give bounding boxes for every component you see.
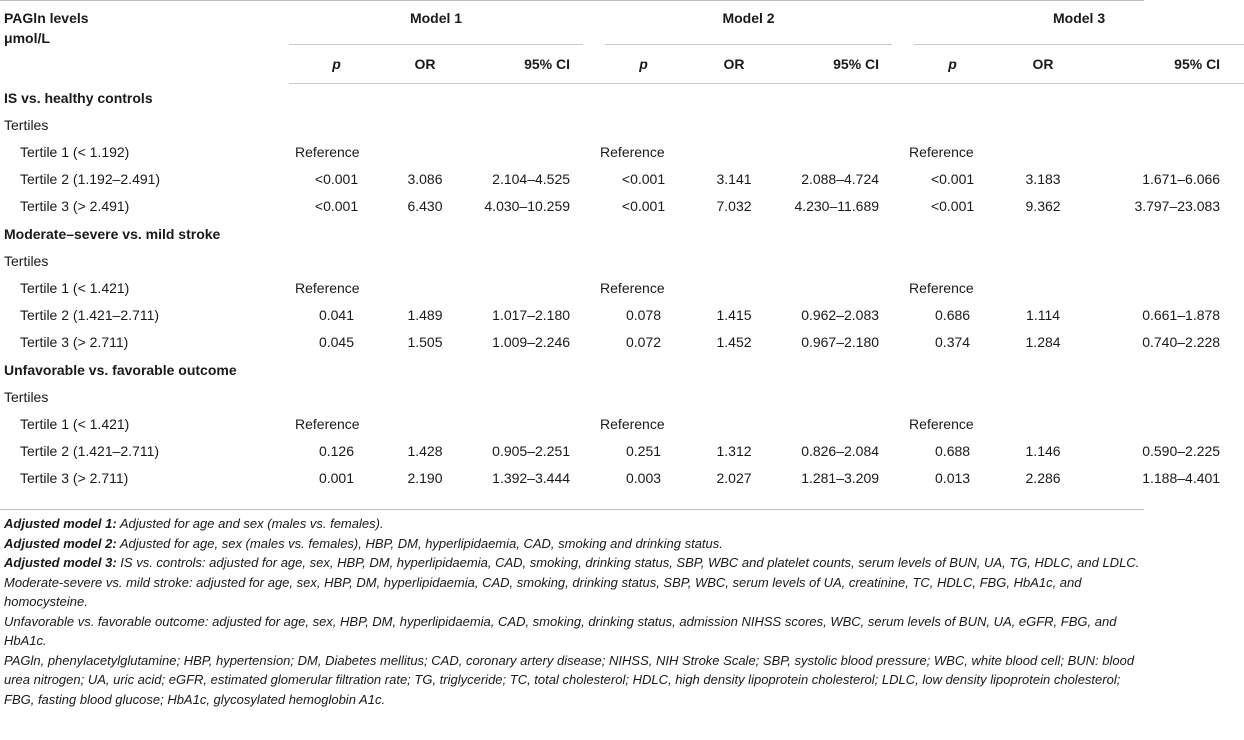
table-row bbox=[0, 302, 1244, 329]
tertile-label: Tertile 3 (> 2.491) bbox=[20, 198, 130, 214]
footnote-moderate-severe: Moderate-severe vs. mild stroke: adjusted for age, sex, HBP, DM, hyperlipidaemia, CAD, smoking, drinking status, SBP, WBC, serum levels of UA, creatinine, TC, HDLC, FBG, HbA1c, and homocysteine. bbox=[4, 574, 1082, 609]
m2-confidence-interval: 2.088–4.724 bbox=[801, 171, 880, 187]
m2-confidence-interval bbox=[775, 275, 903, 302]
m2-p-value: Reference bbox=[600, 280, 665, 296]
table-row bbox=[0, 275, 1244, 302]
tertile-label: Tertile 2 (1.421–2.711) bbox=[20, 443, 160, 459]
m3-p-value: Reference bbox=[909, 144, 974, 160]
m2-p-value: 0.072 bbox=[626, 334, 662, 350]
m2-p-value: <0.001 bbox=[621, 171, 666, 187]
m3-odds-ratio bbox=[1002, 139, 1084, 166]
section-heading-row bbox=[0, 220, 1244, 248]
m3-p-header: p bbox=[903, 45, 1002, 84]
m3-odds-ratio: 3.183 bbox=[1025, 171, 1061, 187]
m2-odds-ratio: 3.141 bbox=[716, 171, 752, 187]
m2-p-value: 0.078 bbox=[626, 307, 662, 323]
m1-odds-ratio: 1.489 bbox=[407, 307, 443, 323]
m1-confidence-interval bbox=[466, 275, 594, 302]
section-title: IS vs. healthy controls bbox=[4, 89, 153, 106]
m2-odds-ratio: 1.452 bbox=[716, 334, 752, 350]
m3-confidence-interval bbox=[1084, 411, 1244, 438]
m3-confidence-interval bbox=[1084, 139, 1244, 166]
footnote-model-1-label: Adjusted model 1: bbox=[4, 516, 117, 531]
m1-confidence-interval: 1.392–3.444 bbox=[492, 470, 571, 486]
footnote-model-2-label: Adjusted model 2: bbox=[4, 535, 117, 551]
m2-odds-ratio: 1.312 bbox=[716, 443, 752, 459]
m2-confidence-interval bbox=[775, 139, 903, 166]
table-row bbox=[0, 411, 1244, 438]
m2-confidence-interval: 4.230–11.689 bbox=[794, 198, 880, 214]
table-row bbox=[0, 166, 1244, 193]
m3-confidence-interval: 3.797–23.083 bbox=[1134, 198, 1221, 214]
group-label: Tertiles bbox=[4, 253, 49, 269]
m2-confidence-interval bbox=[775, 411, 903, 438]
tertile-label: Tertile 2 (1.421–2.711) bbox=[20, 307, 160, 323]
section-heading-row bbox=[0, 356, 1244, 384]
m1-p-value: 0.126 bbox=[318, 443, 355, 459]
m3-p-value: 0.686 bbox=[935, 307, 971, 323]
tertile-label: Tertile 1 (< 1.421) bbox=[20, 280, 130, 296]
m1-odds-ratio: 1.505 bbox=[407, 334, 443, 350]
m3-p-value: Reference bbox=[909, 416, 974, 432]
m2-confidence-interval: 1.281–3.209 bbox=[801, 470, 880, 486]
m1-ci-header: 95% CI bbox=[466, 45, 594, 84]
m2-odds-ratio bbox=[693, 139, 775, 166]
group-label: Tertiles bbox=[4, 389, 49, 405]
m1-confidence-interval bbox=[466, 139, 594, 166]
m3-odds-ratio: 9.362 bbox=[1025, 198, 1061, 214]
m2-ci-header: 95% CI bbox=[775, 45, 903, 84]
m2-odds-ratio bbox=[693, 275, 775, 302]
group-label-row bbox=[0, 112, 1244, 139]
m1-p-header: p bbox=[289, 45, 384, 84]
table-row bbox=[0, 193, 1244, 220]
tertile-label: Tertile 2 (1.192–2.491) bbox=[20, 171, 161, 187]
m3-odds-ratio: 1.284 bbox=[1025, 334, 1061, 350]
table-top-rule bbox=[0, 0, 1144, 1]
section-heading-row bbox=[0, 84, 1244, 113]
footnote-model-3-label: Adjusted model 3: bbox=[4, 555, 117, 570]
m1-odds-ratio bbox=[384, 275, 466, 302]
m3-confidence-interval: 1.188–4.401 bbox=[1142, 470, 1221, 486]
m1-p-value: Reference bbox=[295, 280, 360, 296]
m3-confidence-interval: 0.661–1.878 bbox=[1142, 307, 1221, 323]
model-3-header: Model 3 bbox=[903, 0, 1244, 45]
tertile-label: Tertile 3 (> 2.711) bbox=[20, 334, 129, 350]
m2-p-value: Reference bbox=[600, 416, 665, 432]
col-label-line1: PAGln levels bbox=[4, 10, 89, 26]
tertile-label: Tertile 1 (< 1.421) bbox=[20, 416, 130, 432]
m1-odds-ratio: 2.190 bbox=[407, 470, 443, 486]
m1-p-value: 0.045 bbox=[318, 334, 355, 350]
table-bottom-rule bbox=[0, 509, 1144, 510]
m3-odds-ratio: 1.146 bbox=[1025, 443, 1061, 459]
m3-p-value: Reference bbox=[909, 280, 974, 296]
footnote-model-2-text: Adjusted for age, sex (males vs. females), HBP, DM, hyperlipidaemia, CAD, smoking and drinking status. bbox=[116, 535, 723, 551]
m2-or-header: OR bbox=[693, 45, 775, 84]
footnote-model-3 bbox=[4, 553, 1140, 573]
m2-p-header: p bbox=[594, 45, 693, 84]
m1-or-header: OR bbox=[384, 45, 466, 84]
tertile-label: Tertile 1 (< 1.192) bbox=[20, 144, 130, 160]
m2-odds-ratio bbox=[693, 411, 775, 438]
m1-odds-ratio: 6.430 bbox=[407, 198, 443, 214]
m3-confidence-interval: 0.590–2.225 bbox=[1142, 443, 1221, 459]
m3-odds-ratio: 1.114 bbox=[1026, 307, 1061, 323]
section-title: Moderate–severe vs. mild stroke bbox=[4, 225, 221, 242]
footnote-model-3-text: IS vs. controls: adjusted for age, sex, HBP, DM, hyperlipidaemia, CAD, smoking, drinking status, SBP, WBC and platelet counts, serum levels of BUN, UA, TG, HDLC, and LDLC. bbox=[116, 555, 1140, 570]
table-row bbox=[0, 329, 1244, 356]
m2-p-value: 0.251 bbox=[626, 443, 662, 459]
column-label-pagln bbox=[0, 0, 289, 84]
m1-p-value: 0.001 bbox=[318, 470, 355, 486]
m3-confidence-interval: 1.671–6.066 bbox=[1142, 171, 1221, 187]
m1-confidence-interval: 1.017–2.180 bbox=[492, 307, 571, 323]
m1-p-value: <0.001 bbox=[314, 198, 359, 214]
tertile-label: Tertile 3 (> 2.711) bbox=[20, 470, 129, 486]
m1-odds-ratio bbox=[384, 139, 466, 166]
table-row bbox=[0, 465, 1244, 492]
m3-confidence-interval: 0.740–2.228 bbox=[1142, 334, 1221, 350]
m2-confidence-interval: 0.967–2.180 bbox=[801, 334, 880, 350]
m2-p-value: <0.001 bbox=[621, 198, 666, 214]
m3-p-value: <0.001 bbox=[930, 198, 975, 214]
footnote-abbreviations: PAGln, phenylacetylglutamine; HBP, hypertension; DM, Diabetes mellitus; CAD, coronary artery disease; NIHSS, NIH Stroke Scale; SBP, systolic blood pressure; WBC, white blood cell; BUN: blood urea nitrogen; UA, uric acid; eGFR, estimated glomerular filtration rate; TG, triglyceride; TC, total cholesterol; HDLC, high density lipoprotein cholesterol; LDLC, low density lipoprotein cholesterol; FBG, fasting blood glucose; HbA1c, glycosylated hemoglobin A1c. bbox=[4, 652, 1135, 707]
m3-odds-ratio bbox=[1002, 411, 1084, 438]
group-label-row bbox=[0, 248, 1244, 275]
m2-confidence-interval: 0.826–2.084 bbox=[801, 443, 880, 459]
m3-or-header: OR bbox=[1002, 45, 1084, 84]
m1-p-value: Reference bbox=[295, 144, 360, 160]
m2-odds-ratio: 2.027 bbox=[716, 470, 752, 486]
m1-confidence-interval: 0.905–2.251 bbox=[492, 443, 571, 459]
table-footnotes bbox=[4, 514, 1140, 709]
m1-confidence-interval: 2.104–4.525 bbox=[492, 171, 571, 187]
m3-p-value: <0.001 bbox=[930, 171, 975, 187]
m1-confidence-interval bbox=[466, 411, 594, 438]
m3-ci-header: 95% CI bbox=[1084, 45, 1244, 84]
group-label: Tertiles bbox=[4, 117, 49, 133]
m1-p-value: <0.001 bbox=[314, 171, 359, 187]
model-1-header: Model 1 bbox=[289, 0, 594, 45]
m1-p-value: 0.041 bbox=[318, 307, 355, 323]
m3-p-value: 0.688 bbox=[935, 443, 971, 459]
m1-confidence-interval: 4.030–10.259 bbox=[484, 198, 571, 214]
m3-confidence-interval bbox=[1084, 275, 1244, 302]
header-row-models bbox=[0, 0, 1244, 45]
table-row bbox=[0, 438, 1244, 465]
m3-p-value: 0.013 bbox=[935, 470, 971, 486]
m3-p-value: 0.374 bbox=[935, 334, 971, 350]
footnote-model-2 bbox=[4, 534, 1140, 554]
m1-p-value: Reference bbox=[295, 416, 360, 432]
m2-confidence-interval: 0.962–2.083 bbox=[801, 307, 880, 323]
col-label-line2: μmol/L bbox=[4, 30, 50, 46]
m3-odds-ratio: 2.286 bbox=[1025, 470, 1061, 486]
m2-odds-ratio: 7.032 bbox=[716, 198, 752, 214]
m1-odds-ratio: 3.086 bbox=[407, 171, 443, 187]
m2-odds-ratio: 1.415 bbox=[716, 307, 752, 323]
m2-p-value: 0.003 bbox=[626, 470, 662, 486]
section-title: Unfavorable vs. favorable outcome bbox=[4, 361, 237, 378]
table-body bbox=[0, 84, 1244, 493]
footnote-unfavorable: Unfavorable vs. favorable outcome: adjusted for age, sex, HBP, DM, hyperlipidaemia, CAD, smoking, drinking status, admission NIHSS scores, WBC, serum levels of BUN, UA, eGFR, FBG, and HbA1c. bbox=[4, 613, 1117, 648]
m1-confidence-interval: 1.009–2.246 bbox=[492, 334, 571, 350]
table-row bbox=[0, 139, 1244, 166]
m1-odds-ratio bbox=[384, 411, 466, 438]
model-2-header: Model 2 bbox=[594, 0, 903, 45]
footnote-model-1-text: Adjusted for age and sex (males vs. females). bbox=[116, 516, 384, 531]
group-label-row bbox=[0, 384, 1244, 411]
m1-odds-ratio: 1.428 bbox=[407, 443, 443, 459]
m2-p-value: Reference bbox=[600, 144, 665, 160]
m3-odds-ratio bbox=[1002, 275, 1084, 302]
footnote-model-1 bbox=[4, 514, 1140, 534]
